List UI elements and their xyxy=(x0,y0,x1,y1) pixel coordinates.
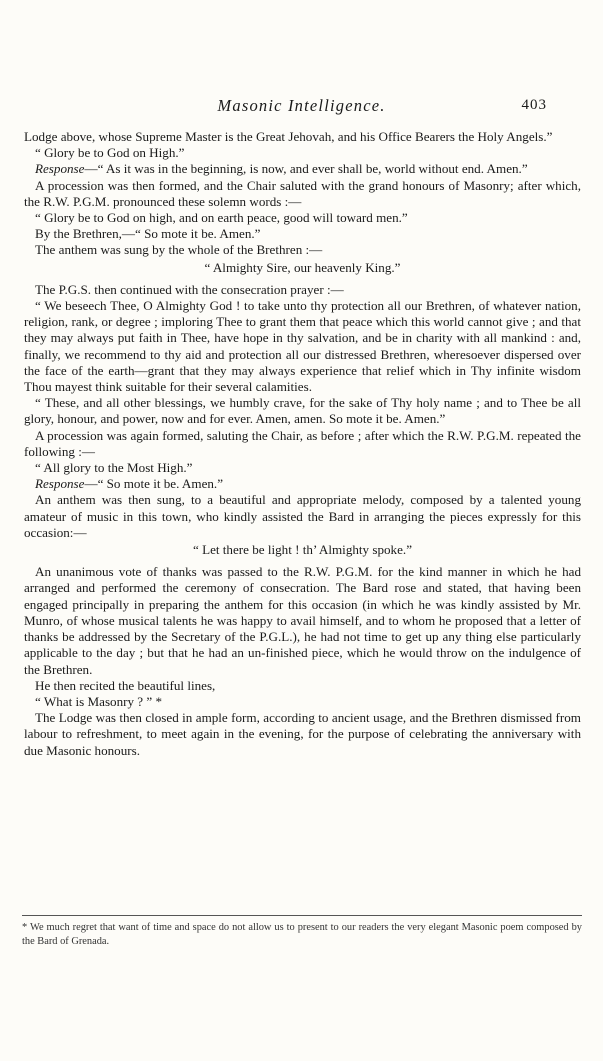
page-header xyxy=(0,96,603,120)
response-label: Response xyxy=(35,476,85,492)
paragraph-by-brethren: By the Brethren,—“ So mote it be. Amen.” xyxy=(35,226,261,242)
paragraph-all-glory: “ All glory to the Most High.” xyxy=(35,460,193,476)
anthem-title-2: “ Let there be light ! th’ Almighty spoke.” xyxy=(192,542,413,558)
paragraph-recited-lines: He then recited the beautiful lines, xyxy=(35,677,216,693)
paragraph-anthem-sung: The anthem was sung by the whole of the Brethren :— xyxy=(35,242,323,258)
paragraph-procession-1: A procession was then formed, and the Chair saluted with the grand honours of Masonry; after which, the R.W. P.G.M. pronounced these solemn words :— xyxy=(24,177,581,209)
running-title: Masonic Intelligence. xyxy=(217,96,386,115)
anthem-title-1: “ Almighty Sire, our heavenly King.” xyxy=(204,259,401,275)
footnote-divider xyxy=(22,915,582,916)
response-label: Response xyxy=(35,161,85,177)
paragraph-response-2 xyxy=(24,476,581,492)
paragraph-response-1 xyxy=(24,161,581,177)
paragraph-glory-peace: “ Glory be to God on high, and on earth peace, good will toward men.” xyxy=(35,210,408,226)
paragraph-vote-of-thanks: An unanimous vote of thanks was passed to the R.W. P.G.M. for the kind manner in which he had arranged and performed the ceremony of consecration. The Bard rose and stated, that having been engaged principally in preparing the anthem for this occasion (in which he was kindly assisted by Mr. Munro, of whose musical talents he was happy to avail himself, and to whom he proposed that a letter of thanks be addressed by the Secretary of the P.G.L.), he had not time to get up any thing else particularly applicable to the day ; but that he had an un-finished piece, which he would throw on the indulgence of the Brethren. xyxy=(24,564,581,677)
paragraph-we-beseech: “ We beseech Thee, O Almighty God ! to take unto thy protection all our Brethren, of whatever nation, religion, rank, or degree ; imploring Thee to grant them that peace which this world cannot give ; and that they may always put faith in Thee, have hope in thy salvation, and be in charity with all mankind : and, finally, we recommend to thy aid and protection all our distressed Brethren, wheresoever dispersed over the face of the earth—grant that they may always experience that relief which in Thy infinite wisdom Thou mayest think suitable for their several calamities. xyxy=(24,298,581,395)
paragraph-procession-2: A procession was again formed, saluting the Chair, as before ; after which the R.W. P.G.M. repeated the following :— xyxy=(24,427,581,459)
footnote: * We much regret that want of time and space do not allow us to present to our readers the very elegant Masonic poem composed by the Bard of Grenada. xyxy=(22,922,582,947)
response-text: —“ So mote it be. Amen.” xyxy=(84,476,224,492)
paragraph-anthem-melody: An anthem was then sung, to a beautiful and appropriate melody, composed by a talented young amateur of music in this town, who kindly assisted the Bard in arranging the pieces expressly for this occasion:— xyxy=(24,492,581,540)
paragraph-blessings: “ These, and all other blessings, we humbly crave, for the sake of Thy holy name ; and to Thee be all glory, honour, and power, now and for ever. Amen, amen. So mote it be. Amen.” xyxy=(24,395,581,427)
paragraph-lodge-closed: The Lodge was then closed in ample form, according to ancient usage, and the Brethren dismissed from labour to refreshment, to meet again in the evening, for the purpose of celebrating the anniversary with due Masonic honours. xyxy=(24,710,581,758)
paragraph-what-is-masonry: “ What is Masonry ? ” * xyxy=(35,693,163,709)
page-number: 403 xyxy=(521,97,547,113)
paragraph-consecration-prayer: The P.G.S. then continued with the consecration prayer :— xyxy=(35,281,344,297)
paragraph-glory-on-high: “ Glory be to God on High.” xyxy=(35,145,185,161)
article-body xyxy=(24,129,581,759)
paragraph-lodge-above: Lodge above, whose Supreme Master is the Great Jehovah, and his Office Bearers the Holy Angels.” xyxy=(24,129,553,144)
response-text: —“ As it was in the beginning, is now, and ever shall be, world without end. Amen.” xyxy=(84,161,528,177)
